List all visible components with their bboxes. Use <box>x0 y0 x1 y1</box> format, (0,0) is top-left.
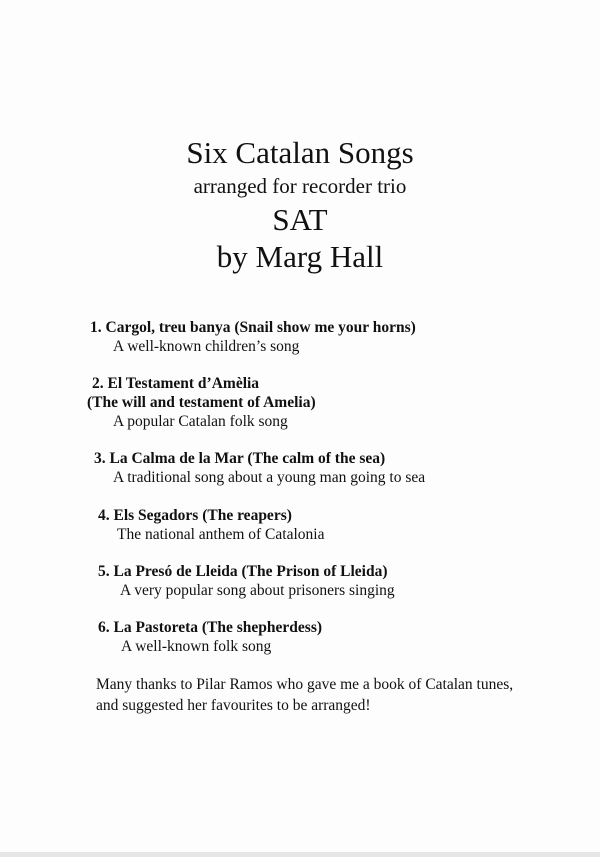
song-1-title: 1. Cargol, treu banya (Snail show me your horns) <box>90 319 416 336</box>
song-5-description: A very popular song about prisoners singing <box>120 582 395 599</box>
song-3-description: A traditional song about a young man going to sea <box>113 469 426 486</box>
song-2-description: A popular Catalan folk song <box>113 413 288 430</box>
author-line: by Marg Hall <box>216 239 384 274</box>
song-3-title: 3. La Calma de la Mar (The calm of the sea) <box>94 450 386 467</box>
song-1-description: A well-known children’s song <box>113 338 300 355</box>
song-5-title: 5. La Presó de Lleida (The Prison of Lleida) <box>98 563 388 580</box>
song-4-title: 4. Els Segadors (The reapers) <box>98 507 292 524</box>
song-2-title: 2. El Testament d’Amèlia <box>92 375 260 392</box>
voicing-label: SAT <box>272 202 328 237</box>
song-6-description: A well-known folk song <box>121 638 272 655</box>
document-subtitle: arranged for recorder trio <box>193 174 407 198</box>
acknowledgement-text: Many thanks to Pilar Ramos who gave me a book of Catalan tunes, and suggested her favourites to be arranged! <box>96 676 514 714</box>
song-2-title-translation: (The will and testament of Amelia) <box>87 394 316 411</box>
document-title: Six Catalan Songs <box>186 135 414 170</box>
song-4-description: The national anthem of Catalonia <box>117 526 325 543</box>
page-bottom-edge <box>0 852 600 857</box>
song-6-title: 6. La Pastoreta (The shepherdess) <box>98 619 323 636</box>
